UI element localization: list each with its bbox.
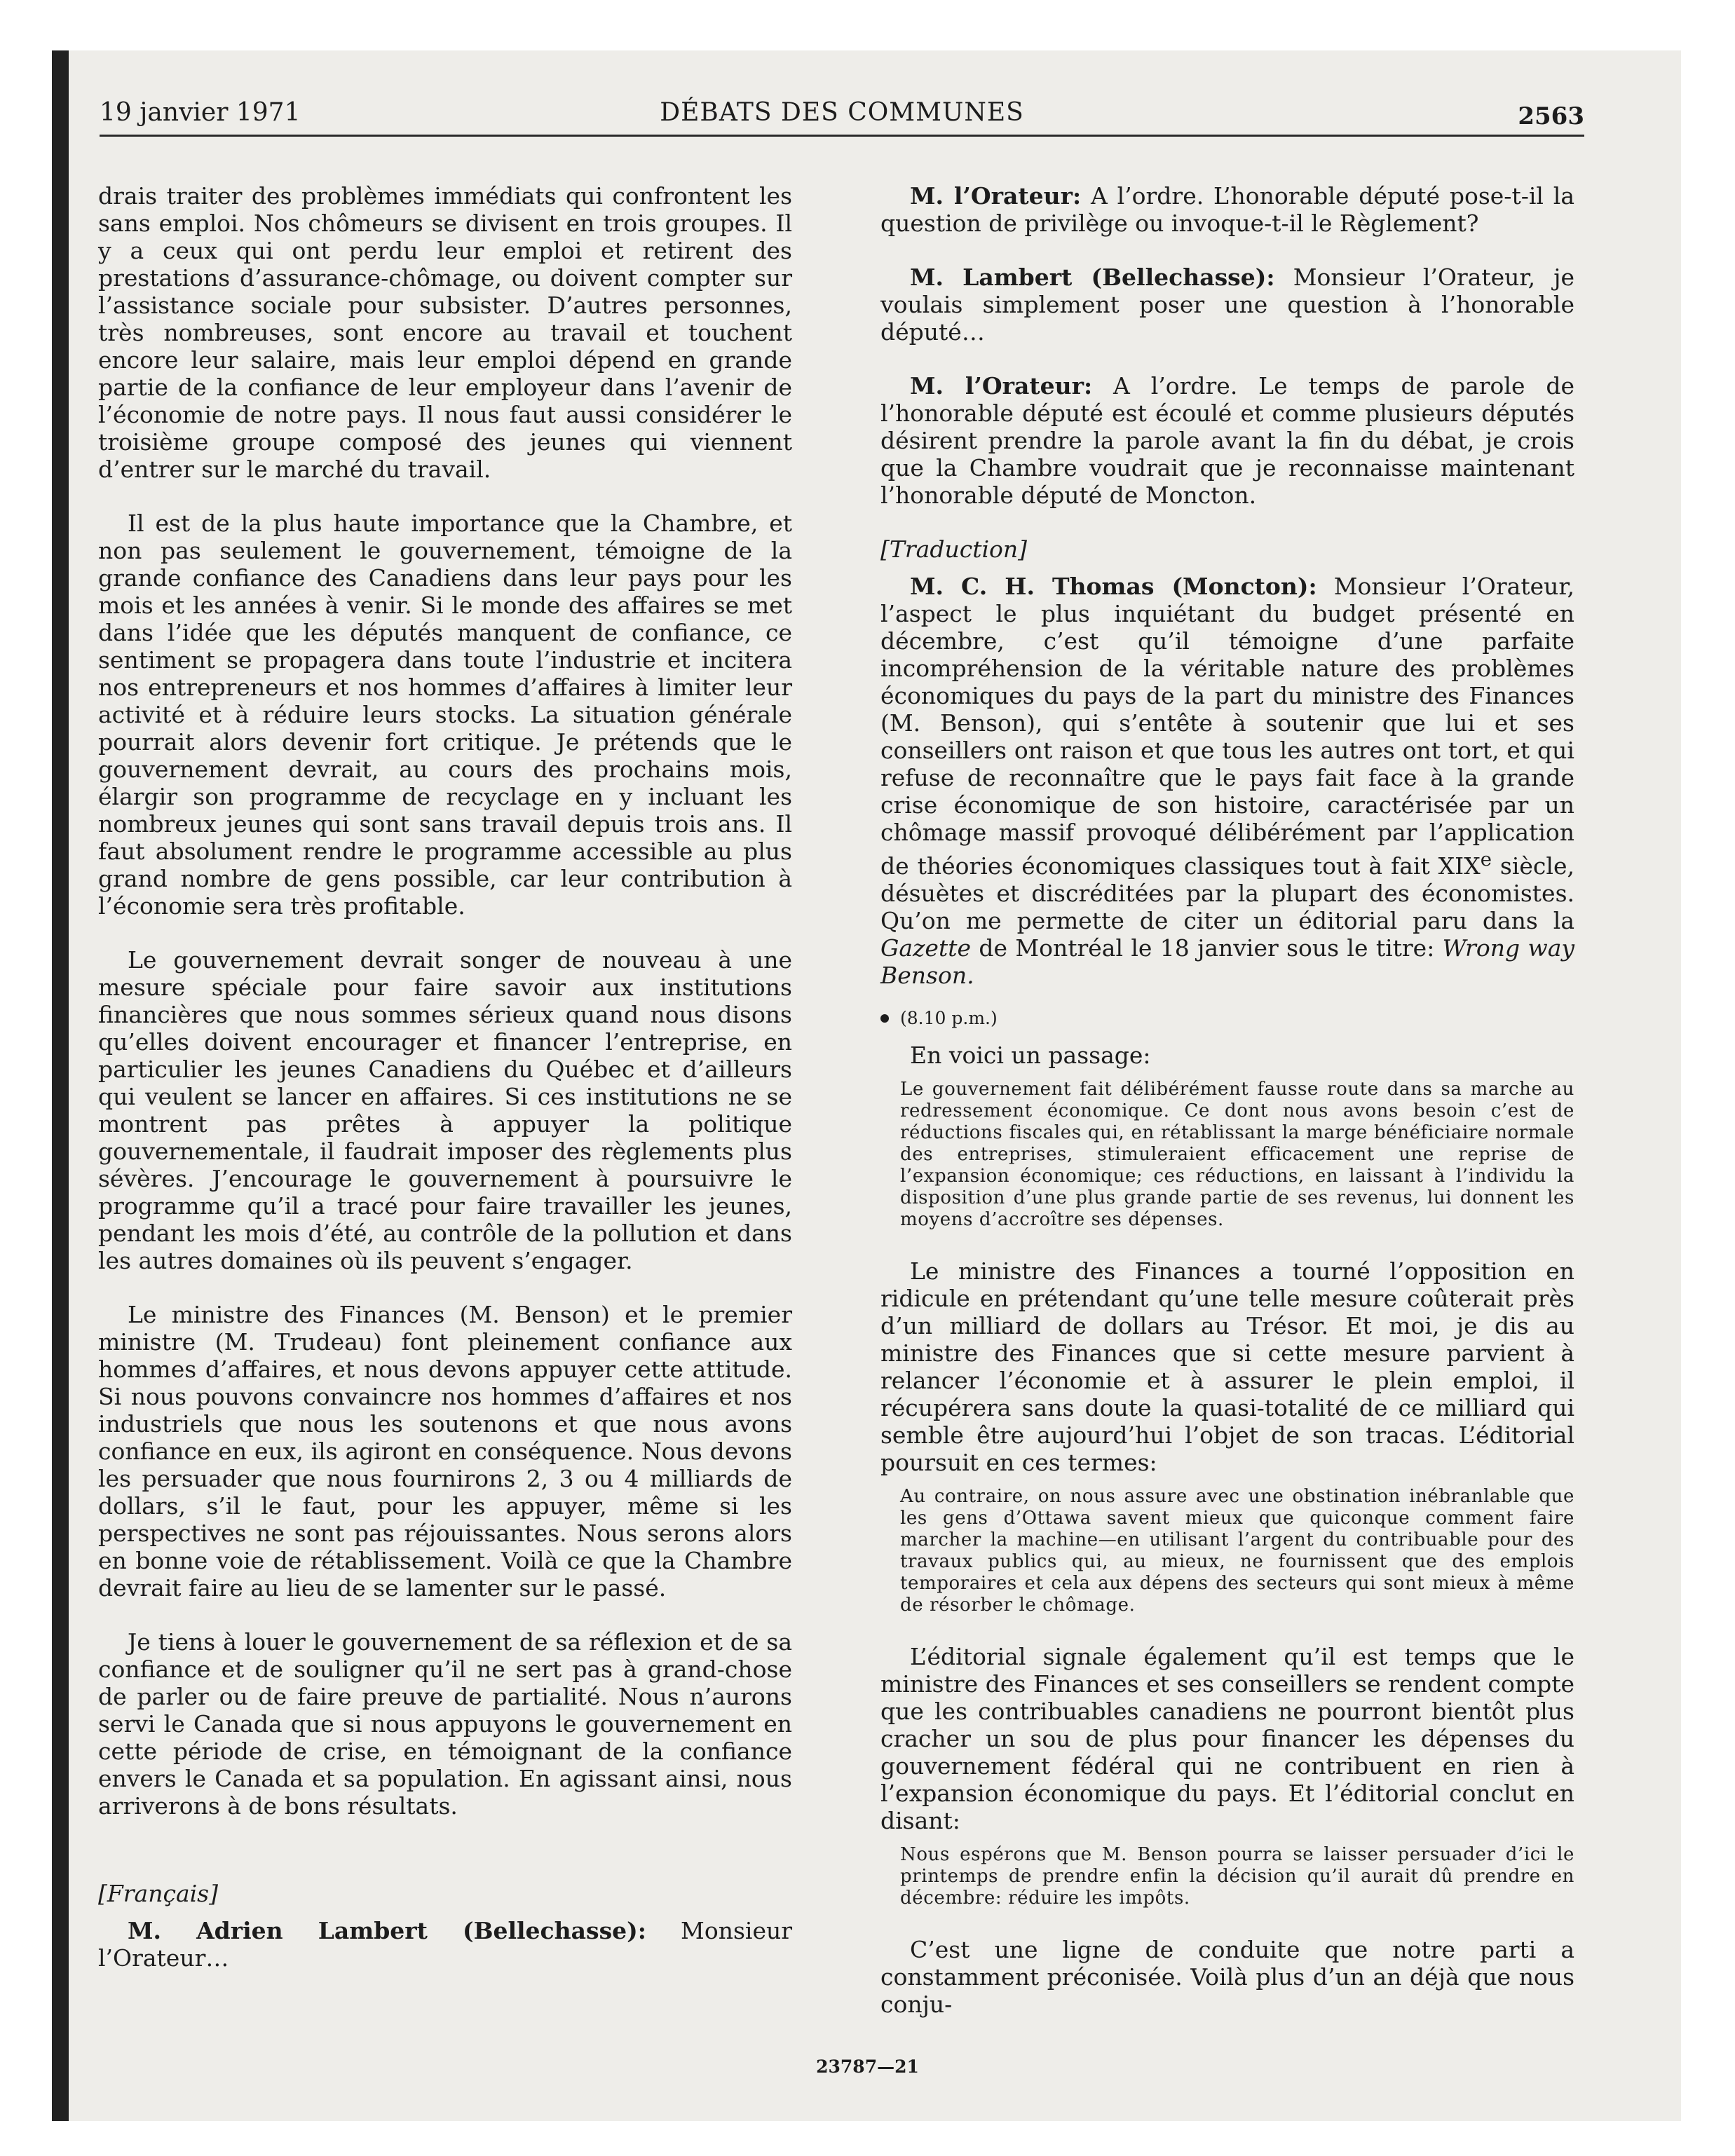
language-tag: [Traduction] <box>880 535 1028 563</box>
speaker-paragraph <box>98 1917 792 1972</box>
paragraph: Il est de la plus haute importance que la Chambre, et non pas seulement le gouvernement, témoigne de la grande confiance des Canadiens dans leur pays pour les mois et les années à venir. Si le monde des affaires se met dans l’idée que les députés manquent de confiance, ce sentiment se propagera dans toute l’industrie et incitera nos entrepreneurs et nos hommes d’affaires à limiter leur activité et à réduire leurs stocks. La situation générale pourrait alors devenir fort critique. Je prétends que le gouvernement devrait, au cours des prochains mois, élargir son programme de recyclage en y incluant les nombreux jeunes qui sont sans travail depuis trois ans. Il faut absolument rendre le programme accessible au plus grand nombre de gens possible, car leur contribution à l’économie sera très profitable. <box>98 510 792 920</box>
paragraph: Le gouvernement devrait songer de nouveau à une mesure spéciale pour faire savoir aux institutions financières que nous sommes sérieux quand nous disons qu’elles doivent encourager et financer l’entreprise, en particulier les jeunes Canadiens du Québec et d’ailleurs qui veulent se lancer en affaires. Si ces institutions ne se montrent pas prêtes à appuyer la politique gouvernementale, il faudrait imposer des règlements plus sévères. J’encourage le gouvernement à poursuivre le programme qu’il a tracé pour faire travailler les jeunes, pendant les mois d’été, au contrôle de la pollution et dans les autres domaines où ils peuvent s’engager. <box>98 946 792 1274</box>
speaker-text: siècle, désuètes et discréditées par la plupart des économistes. Qu’on me permette de citer un éditorial paru dans la <box>880 852 1574 934</box>
speaker-paragraph <box>880 573 1574 989</box>
block-quote: Nous espérons que M. Benson pourra se laisser persuader d’ici le printemps de prendre enfin la décision qu’il aurait dû prendre en décembre: réduire les impôts. <box>900 1844 1574 1909</box>
editorial-title: Wrong way Benson. <box>880 934 1575 989</box>
header-date: 19 janvier 1971 <box>100 98 301 127</box>
left-column <box>98 182 792 1972</box>
timestamp-text: (8.10 p.m.) <box>900 1008 998 1028</box>
speaker-text: de Montréal le 18 janvier sous le titre: <box>971 934 1443 962</box>
header-title: DÉBATS DES COMMUNES <box>660 98 1024 127</box>
block-quote: Au contraire, on nous assure avec une obstination inébranlable que les gens d’Ottawa savent mieux que quiconque comment faire marcher la machine—en utilisant l’argent du contribuable pour des travaux publics qui, au mieux, ne fournissent que des emplois temporaires et cela aux dépens des secteurs qui sont mieux à même de résorber le chômage. <box>900 1486 1574 1616</box>
speaker-paragraph <box>880 372 1574 509</box>
speaker-name: M. l’Orateur: <box>910 372 1093 400</box>
speaker-text: A l’ordre. Le temps de parole de l’honorable député est écoulé et comme plusieurs députés désirent prendre la parole avant la fin du débat, je crois que la Chambre voudrait que je reconnaisse maintenant l’honorable député de Moncton. <box>880 372 1574 509</box>
right-column <box>880 182 1574 2018</box>
paragraph: Le ministre des Finances (M. Benson) et le premier ministre (M. Trudeau) font pleinement confiance aux hommes d’affaires, et nous devons appuyer cette attitude. Si nous pouvons convaincre nos hommes d’affaires et nos industriels que nous les soutenons et que nous avons confiance en eux, ils agiront en conséquence. Nous devons les persuader que nous fournirons 2, 3 ou 4 milliards de dollars, s’il le faut, pour les appuyer, même si les perspectives ne sont pas réjouissantes. Nous serons alors en bonne voie de rétablissement. Voilà ce que la Chambre devrait faire au lieu de se lamenter sur le passé. <box>98 1301 792 1602</box>
speaker-text: Monsieur l’Orateur… <box>98 1917 793 1972</box>
speaker-paragraph <box>880 264 1574 346</box>
speaker-paragraph <box>880 182 1574 237</box>
paragraph: Je tiens à louer le gouvernement de sa réflexion et de sa confiance et de souligner qu’il ne sert pas à grand-chose de parler ou de faire preuve de partialité. Nous n’aurons servi le Canada que si nous appuyons le gouvernement en cette période de crise, en témoignant de la confiance envers le Canada et sa population. En agissant ainsi, nous arriverons à de bons résultats. <box>98 1628 792 1820</box>
speaker-name: M. C. H. Thomas (Moncton): <box>910 573 1317 600</box>
scan-edge <box>52 50 69 2121</box>
speaker-text: Monsieur l’Orateur, l’aspect le plus inquiétant du budget présenté en décembre, c’est qu’il témoigne d’une parfaite incompréhension de la véritable nature des problèmes économiques du pays de la part du ministre des Finances (M. Benson), qui s’entête à soutenir que lui et ses conseillers ont raison et que tous les autres ont tort, et qui refuse de reconnaître que le pays fait face à la grande crise économique de son histoire, caractérisée par un chômage massif provoqué délibérément par l’application de théories économiques classiques tout à fait XIX <box>880 573 1574 880</box>
newspaper-name: Gazette <box>880 934 972 962</box>
paragraph: En voici un passage: <box>910 1042 1151 1069</box>
paragraph: drais traiter des problèmes immédiats qui confrontent les sans emploi. Nos chômeurs se divisent en trois groupes. Il y a ceux qui ont perdu leur emploi et retirent des prestations d’assurance-chômage, ou doivent compter sur l’assistance sociale pour subsister. D’autres personnes, très nombreuses, sont encore au travail et touchent encore leur salaire, mais leur emploi dépend en grande partie de la confiance de leur employeur dans l’avenir de l’économie de notre pays. Il nous faut aussi considérer le troisième groupe composé des jeunes qui viennent d’entrer sur le marché du travail. <box>98 182 792 483</box>
language-tag: [Français] <box>98 1880 218 1907</box>
timestamp <box>880 1004 1574 1032</box>
speaker-name: M. Adrien Lambert (Bellechasse): <box>128 1917 646 1944</box>
paragraph: L’éditorial signale également qu’il est temps que le ministre des Finances et ses conseillers se rendent compte que les contribuables canadiens ne pourront bientôt plus cracher un sou de plus pour financer les dépenses du gouvernement fédéral qui ne contribuent en rien à l’expansion économique du pays. Et l’éditorial conclut en disant: <box>880 1643 1574 1834</box>
paragraph: Le ministre des Finances a tourné l’opposition en ridicule en prétendant qu’une telle mesure coûterait près d’un milliard de dollars au Trésor. Et moi, je dis au ministre des Finances que si cette mesure parvient à relancer l’économie et à assurer le plein emploi, il récupérera sans doute la quasi-totalité de ce milliard qui semble être aujourd’hui l’objet de son tracas. L’éditorial poursuit en ces termes: <box>880 1257 1574 1476</box>
page-number: 2563 <box>1518 102 1584 130</box>
block-quote: Le gouvernement fait délibérément fausse route dans sa marche au redressement économique. Ce dont nous avons besoin c’est de réductions fiscales qui, en rétablissant la marge bénéficiaire normale des entreprises, stimuleraient efficacement une reprise de l’expansion économique; ces réductions, en laissant à l’individu la disposition d’une plus grande partie de ses revenus, lui donnent les moyens d’accroître ses dépenses. <box>900 1079 1574 1230</box>
paragraph: C’est une ligne de conduite que notre parti a constamment préconisée. Voilà plus d’un an déjà que nous conju- <box>880 1936 1574 2018</box>
speaker-name: M. Lambert (Bellechasse): <box>910 264 1275 291</box>
speaker-name: M. l’Orateur: <box>910 182 1082 210</box>
speaker-text: A l’ordre. L’honorable député pose-t-il la question de privilège ou invoque-t-il le Règlement? <box>880 182 1574 237</box>
page-header <box>100 93 1584 137</box>
footer-code: 23787—21 <box>816 2056 919 2077</box>
speaker-text: Monsieur l’Orateur, je voulais simplement poser une question à l’honorable député… <box>880 264 1574 346</box>
bullet-icon <box>880 1014 889 1023</box>
superscript: e <box>1480 848 1492 871</box>
